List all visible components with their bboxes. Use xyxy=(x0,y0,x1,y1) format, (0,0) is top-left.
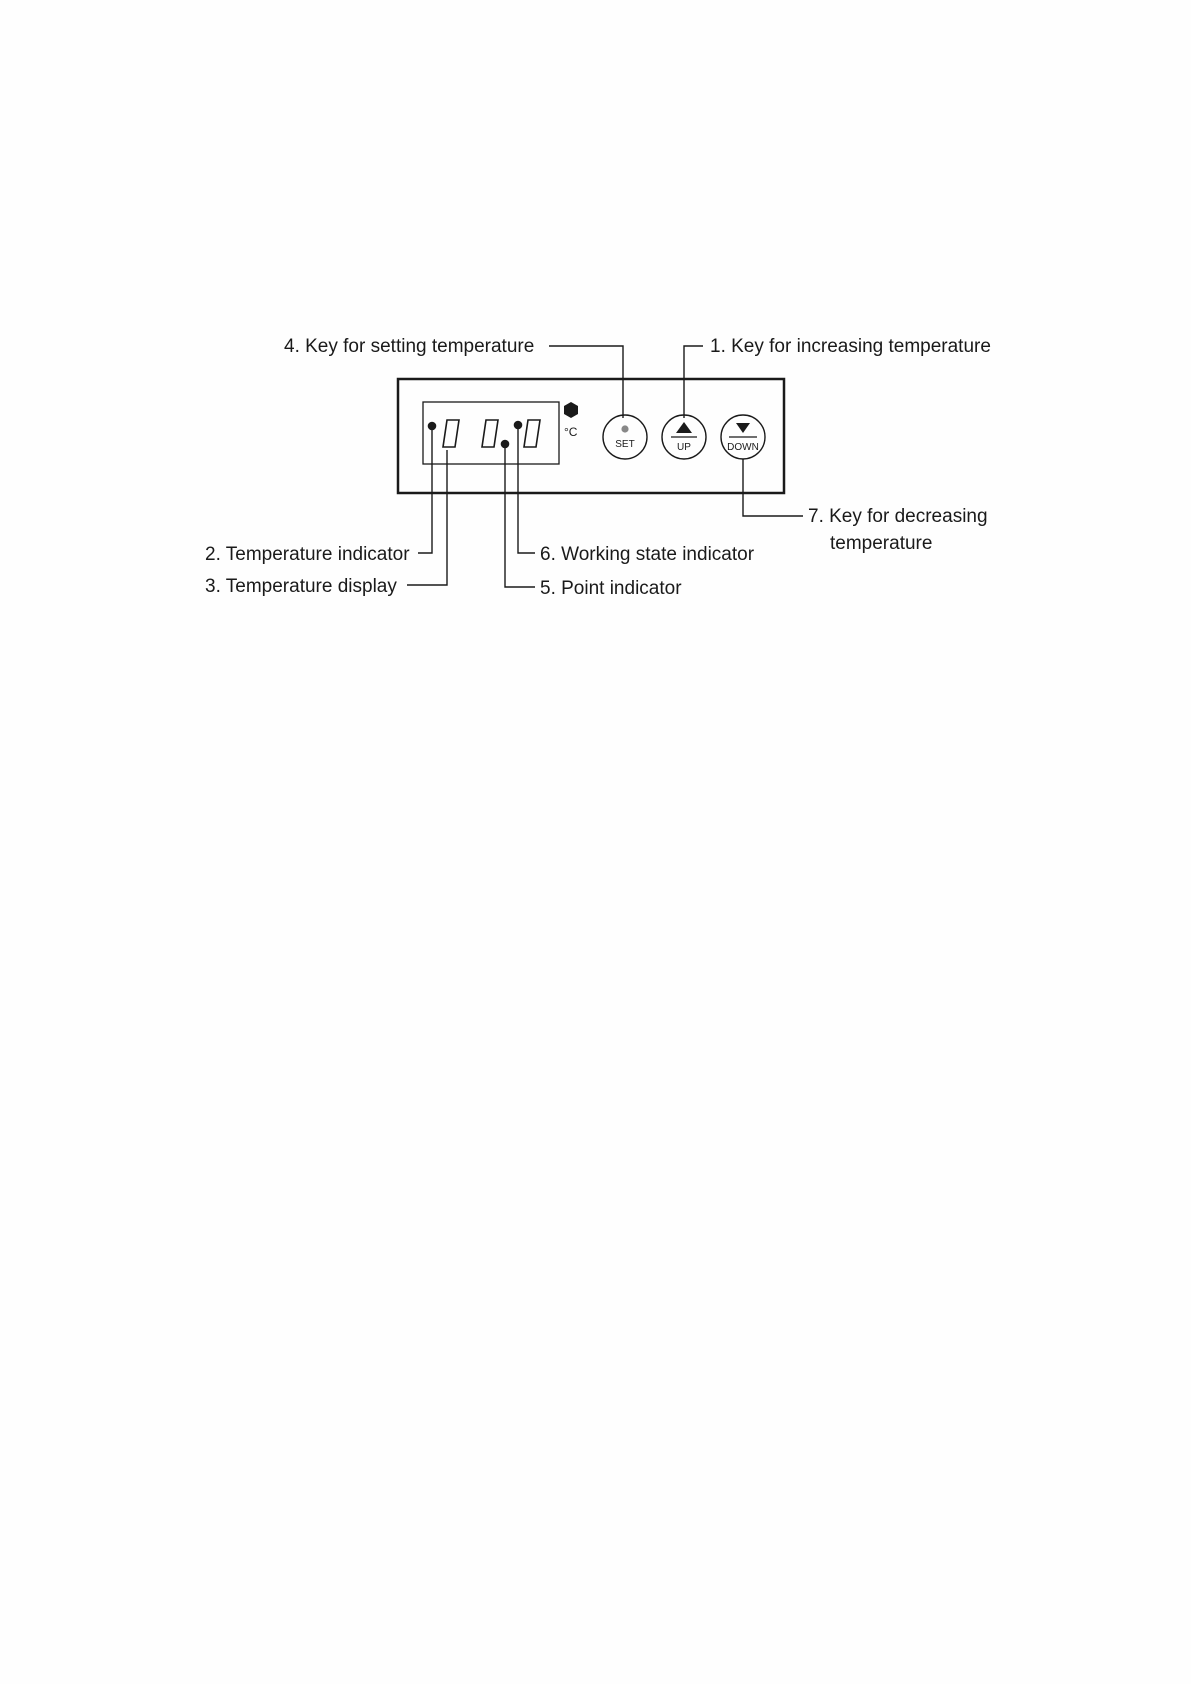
temperature-display-digits xyxy=(443,420,540,447)
point-indicator-dot xyxy=(501,440,510,449)
snowflake-icon xyxy=(564,402,578,418)
digit-2 xyxy=(482,420,498,447)
triangle-down-icon xyxy=(736,423,750,433)
label-temperature-indicator: 2. Temperature indicator xyxy=(205,544,410,565)
leader-key-setting xyxy=(549,346,623,418)
leader-key-increasing xyxy=(684,346,703,418)
set-button[interactable] xyxy=(603,415,647,459)
label-key-setting: 4. Key for setting temperature xyxy=(284,336,535,357)
label-key-decreasing-line2: temperature xyxy=(830,533,933,554)
triangle-up-icon xyxy=(676,422,692,433)
digit-3 xyxy=(524,420,540,447)
dot-icon xyxy=(621,425,628,432)
leader-temperature-indicator xyxy=(418,430,432,553)
label-working-state-indicator: 6. Working state indicator xyxy=(540,544,755,565)
up-button-label: UP xyxy=(677,442,691,453)
unit-celsius: °C xyxy=(564,425,578,439)
leader-temperature-display xyxy=(407,450,447,585)
working-state-indicator-dot xyxy=(514,421,523,430)
up-button[interactable] xyxy=(662,415,706,459)
label-point-indicator: 5. Point indicator xyxy=(540,578,682,599)
down-button-label: DOWN xyxy=(727,442,759,453)
set-button-outline xyxy=(603,415,647,459)
down-button[interactable] xyxy=(721,415,765,459)
label-key-decreasing-line1: 7. Key for decreasing xyxy=(808,506,988,527)
temperature-indicator-dot xyxy=(428,422,437,431)
label-temperature-display: 3. Temperature display xyxy=(205,576,397,597)
leader-key-decreasing xyxy=(743,459,803,516)
leader-point-indicator xyxy=(505,448,535,587)
label-key-increasing: 1. Key for increasing temperature xyxy=(710,336,991,357)
digit-1 xyxy=(443,420,459,447)
set-button-label: SET xyxy=(615,439,635,450)
